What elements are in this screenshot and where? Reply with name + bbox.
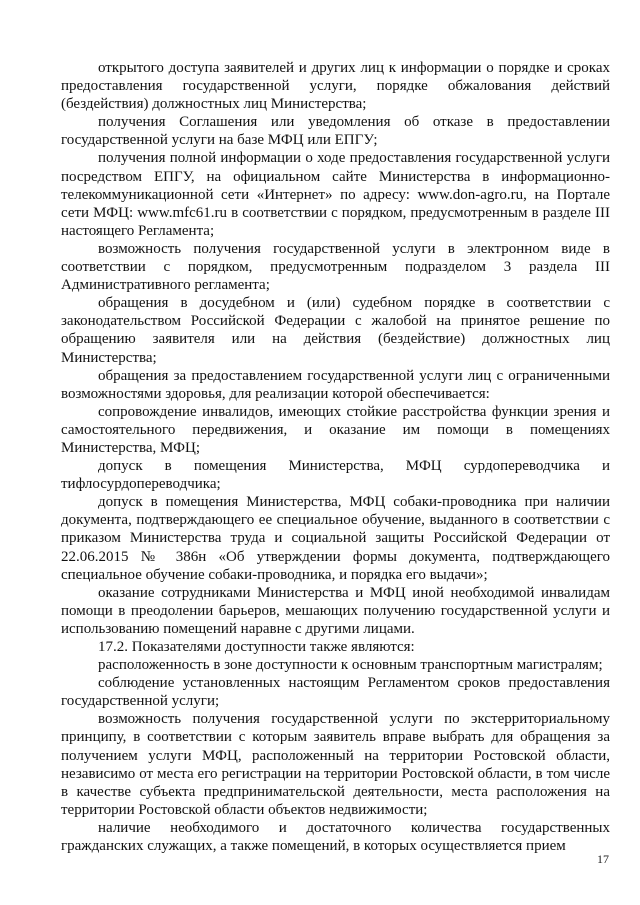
paragraph: обращения в досудебном и (или) судебном порядке в соответствии с законодательством Российской Федерации с жалобой на принятое решение по обращению заявителя или на действия (бездействие) должностных лиц Министерства; xyxy=(61,295,610,366)
paragraph: получения Соглашения или уведомления об отказе в предоставлении государственной услуги на базе МФЦ или ЕПГУ; xyxy=(61,114,610,149)
paragraph: наличие необходимого и достаточного количества государственных гражданских служащих, а также помещений, в которых осуществляется прием xyxy=(61,819,610,855)
paragraph: допуск в помещения Министерства, МФЦ сурдопереводчика и тифлосурдопереводчика; xyxy=(61,458,610,493)
paragraph: возможность получения государственной услуги по экстерриториальному принципу, в соответствии с которым заявитель вправе выбрать для обращения за получением услуги МФЦ, расположенный на территории Ростовской области, независимо от места его регистрации на территории Ростовской области, в том числе в качестве субъекта предпринимательской деятельности, места расположения на территории Ростовской области объектов недвижимости; xyxy=(61,711,610,818)
document-body xyxy=(61,59,610,855)
paragraph: оказание сотрудниками Министерства и МФЦ иной необходимой инвалидам помощи в преодолении барьеров, мешающих получению государственной услуги и использованию помещений наравне с другими лицами. xyxy=(61,584,610,637)
page-number: 17 xyxy=(597,852,609,866)
paragraph: обращения за предоставлением государственной услуги лиц с ограниченными возможностями здоровья, для реализации которой обеспечивается: xyxy=(61,367,610,402)
section-heading-17-2: 17.2. Показателями доступности также являются: xyxy=(98,639,415,655)
paragraph: получения полной информации о ходе предоставления государственной услуги посредством ЕПГУ, на официальном сайте Министерства в информационно-телекоммуникационной сети «Интернет» по адресу: www.don-agro.ru, на Портале сети МФЦ: www.mfc61.ru в соответствии с порядком, предусмотренным в разделе III настоящего Регламента; xyxy=(61,150,610,239)
paragraph: открытого доступа заявителей и других лиц к информации о порядке и сроках предоставления государственной услуги, порядке обжалования действий (бездействия) должностных лиц Министерства; xyxy=(61,60,610,113)
paragraph: допуск в помещения Министерства, МФЦ собаки-проводника при наличии документа, подтверждающего ее специальное обучение, выданного в соответствии с приказом Министерства труда и социальной защиты Российской Федерации от 22.06.2015 № 386н «Об утверждении формы документа, подтверждающего специальное обучение собаки-проводника, и порядка его выдачи»; xyxy=(61,494,610,583)
paragraph: расположенность в зоне доступности к основным транспортным магистралям; xyxy=(98,657,603,674)
paragraph: сопровождение инвалидов, имеющих стойкие расстройства функции зрения и самостоятельного передвижения, и оказание им помощи в помещениях Министерства, МФЦ; xyxy=(61,403,610,456)
paragraph: возможность получения государственной услуги в электронном виде в соответствии с порядком, предусмотренным подразделом 3 раздела III Административного регламента; xyxy=(61,240,610,294)
paragraph: соблюдение установленных настоящим Регламентом сроков предоставления государственной услуги; xyxy=(61,675,610,710)
